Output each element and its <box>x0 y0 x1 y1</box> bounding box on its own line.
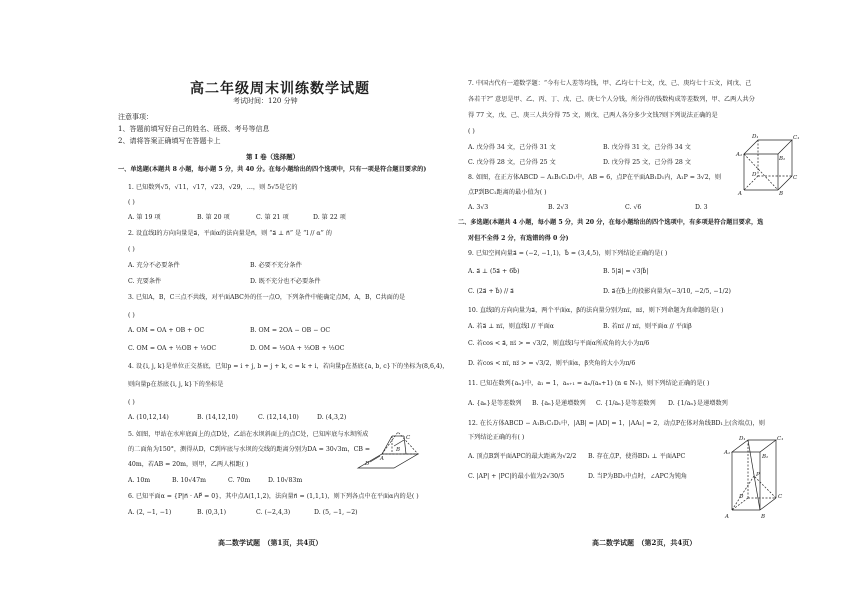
fig8-label-d1: D₁ <box>752 134 759 140</box>
fig12-label-p: P <box>756 472 760 478</box>
fig5-label-c: C <box>406 435 411 441</box>
question-7-stem-cont: 得 77 文，戊、己、庚三人共分得 75 文，则戊、己两人各分多少文钱?则下列说法正确的是 <box>468 112 718 119</box>
question-11-stem: 11. 已知在数列{aₙ}中，a₁ = 1，aₙ₊₁ = aₙ/(aₙ+1) (n ∈ N₊)，则下列结论正确的是( ) <box>468 380 710 387</box>
question-10-stem: 10. 直线l的方向向量为a⃗，两个平面α，β的法向量分别为n₁⃗，n₂⃗，则下列命题为真命题的是( ) <box>468 307 724 314</box>
question-8-option-c: C. √6 <box>625 204 642 211</box>
question-2-option-c: C. 充要条件 <box>128 278 162 285</box>
question-5-option-a: A. 10m <box>128 477 151 484</box>
question-11-option-b: B. {aₙ}是递增数列 <box>532 400 586 407</box>
question-12-stem: 12. 在长方体ABCD − A₁B₁C₁D₁中，|AB| = |AD| = 1，|AA₁| = 2，动点P在体对角线BD₁上(含端点)，则 <box>468 420 765 427</box>
question-2-option-d: D. 既不充分也不必要条件 <box>250 278 321 285</box>
question-8-option-b: B. 2√3 <box>548 204 569 211</box>
fig12-label-c1: C₁ <box>777 436 784 442</box>
question-6-stem: 6. 已知平面α = {P|n⃗ · AP⃗ = 0}，其中点A(1,1,2)，法向量n⃗ = (1,1,1)，则下列各点中在平面α内的是( ) <box>128 493 419 500</box>
question-12-option-b: B. 存在点P，使得BD₁ ⊥ 平面APC <box>588 453 686 460</box>
question-11-option-d: D. {1/aₙ}是递增数列 <box>668 400 728 407</box>
question-5-option-d: D. 10√83m <box>268 477 303 484</box>
fig5-label-b: B <box>396 447 401 453</box>
question-4-blank: ( ) <box>128 399 135 406</box>
question-9-stem: 9. 已知空间向量a⃗ = (−2, −1,1)，b⃗ = (3,4,5)，则下列结论正确的是( ) <box>468 250 668 257</box>
question-2-option-a: A. 充分不必要条件 <box>128 262 180 269</box>
section-title: 第 I 卷（选择题） <box>246 153 300 161</box>
question-5-stem-cont: 的二面角为150°，测得从D，C到库底与水坝的交线的距离分别为DA = 30√3m，CB = <box>128 446 371 453</box>
question-7-blank: ( ) <box>468 128 475 135</box>
notice-heading: 注意事项： <box>118 113 153 121</box>
page-footer: 高二数学试题 （第1页，共4页） <box>218 538 323 547</box>
notice-item: 1、答题前填写好自己的姓名、班级、考号等信息 <box>118 125 270 133</box>
question-5-option-b: B. 10√47m <box>172 477 207 484</box>
fig12-label-d1: D₁ <box>739 436 746 442</box>
fig8-label-b: B <box>779 191 784 197</box>
question-10-option-a: A. 若a⃗ ⊥ n₁⃗，则直线l // 平面α <box>468 323 554 330</box>
cube-figure <box>736 132 800 196</box>
fig12-label-c: C <box>778 494 783 500</box>
question-11-option-c: C. {1/aₙ}是等差数列 <box>596 400 656 407</box>
question-10-option-b: B. 若n₁⃗ // n₂⃗，则平面α // 平面β <box>603 323 692 330</box>
question-4-option-d: D. (4,3,2) <box>317 414 347 421</box>
question-3-blank: ( ) <box>128 312 135 319</box>
question-3-option-b: B. OM = 2OA − OB − OC <box>250 327 331 334</box>
question-7-stem: 7. 中国古代有一道数学题：“今有七人差等均钱，甲、乙均七十七文，戊、己、庚均七十五文，问戊、己 <box>468 80 752 87</box>
fig5-label-a: A <box>380 456 384 462</box>
part2-header: 二、多选题(本题共 4 小题，每小题 5 分，共 20 分，在每小题给出的四个选项中，有多项是符合题目要求，选 <box>458 219 764 226</box>
page-footer: 高二数学试题 （第2页，共4页） <box>592 538 697 547</box>
question-7-option-b: B. 戊分得 31 文，己分得 34 文 <box>603 144 691 151</box>
question-4-stem-cont: 则向量p在基底{i, j, k}下的坐标是 <box>128 381 224 388</box>
question-5-option-c: C. 70m <box>228 477 251 484</box>
question-10-option-c: C. 若cos < a⃗, n₁⃗ > = √3/2，则直线l与平面α所成角的大小为π/6 <box>468 340 650 347</box>
question-5-stem-cont: 40m，若AB = 20m，则甲，乙两人相距( ) <box>128 461 249 468</box>
exam-title: 高二年级周末训练数学试题 <box>190 81 370 97</box>
fig8-label-b1: B₁ <box>779 156 786 162</box>
prism-figure <box>724 436 788 520</box>
question-9-option-b: B. 5|a⃗| = √3|b⃗| <box>603 268 649 275</box>
question-8-option-d: D. 3 <box>695 204 708 211</box>
question-7-stem-cont: 各若干?” 意思是甲、乙、丙、丁、戊、己、庚七个人分钱，所分得的钱数构成等差数列，甲、乙两人共分 <box>468 96 755 103</box>
fig8-label-d: D <box>752 172 757 178</box>
question-10-option-d: D. 若cos < n₁⃗, n₂⃗ > = √3/2，则平面α，β夹角的大小为π/6 <box>468 360 636 367</box>
fig5-label-d: D <box>365 461 370 467</box>
notice-item: 2、请将答案正确填写在答题卡上 <box>118 137 221 145</box>
question-12-stem-cont: 下列结论正确的有( ) <box>468 434 525 441</box>
question-1-option-d: D. 第 22 项 <box>313 214 346 221</box>
question-12-option-d: D. 当P为BD₁中点时，∠APC为钝角 <box>588 473 688 480</box>
question-2-option-b: B. 必要不充分条件 <box>250 262 302 269</box>
fig12-label-b: B <box>761 514 766 520</box>
question-8-option-a: A. 3√3 <box>468 204 489 211</box>
question-4-stem: 4. 设{i, j, k}是单位正交基底，已知p = i + j, b = j + k, c = k + i，若向量p在基底{a, b, c}下的坐标为(8,6,4)， <box>128 363 449 370</box>
question-1-option-a: A. 第 19 项 <box>128 214 161 221</box>
question-3-stem: 3. 已知A，B，C三点不共线，对平面ABC外的任一点O，下列条件中能确定点M，A，B，C共面的是 <box>128 294 406 301</box>
question-1-blank: ( ) <box>128 199 135 206</box>
part2-header-cont: 对但不全得 2 分，有选错的得 0 分) <box>468 235 569 242</box>
question-12-option-c: C. |AP| + |PC|的最小值为2√30/5 <box>468 473 565 480</box>
question-3-option-a: A. OM = OA + OB + OC <box>128 327 205 334</box>
question-7-option-d: D. 戊分得 25 文，己分得 28 文 <box>603 159 691 166</box>
exam-time: 考试时间：120 分钟 <box>233 97 298 105</box>
question-8-stem-cont: 点P到BC₁距离的最小值为( ) <box>468 189 547 196</box>
question-1-option-c: C. 第 21 项 <box>256 214 289 221</box>
fig8-label-c1: C₁ <box>793 135 800 141</box>
question-6-option-d: D. (5, −1, −2) <box>314 509 358 516</box>
exam-page-2 <box>440 0 860 608</box>
fig12-label-d: D <box>739 494 744 500</box>
question-3-option-c: C. OM = OA + ½OB + ⅓OC <box>128 345 217 352</box>
fig8-label-c: C <box>793 175 798 181</box>
question-7-option-a: A. 戊分得 34 文，己分得 31 文 <box>468 144 556 151</box>
question-2-stem: 2. 设直线l的方向向量是a⃗，平面α的法向量是n⃗，则 “a⃗ ⊥ n⃗” 是 “l // α” 的 <box>128 230 332 237</box>
question-2-blank: ( ) <box>128 246 135 253</box>
question-6-option-b: B. (0,3,1) <box>197 509 227 516</box>
question-11-option-a: A. {aₙ}是等差数列 <box>468 400 522 407</box>
dihedral-figure <box>352 428 422 476</box>
question-1-stem: 1. 已知数列√5，√11，√17，√23，√29，…，则 5√5是它的 <box>128 184 298 191</box>
question-1-option-b: B. 第 20 项 <box>197 214 230 221</box>
part1-header: 一、单选题(本题共 8 小题，每小题 5 分，共 40 分。在每小题给出的四个选项中，只有一项是符合题目要求的) <box>118 166 427 173</box>
question-9-option-d: D. a⃗在b⃗上的投影向量为(−3/10, −2/5, −1/2) <box>603 288 731 295</box>
question-4-option-c: C. (12,14,10) <box>258 414 299 421</box>
question-9-option-c: C. (2a⃗ + b⃗) // a⃗ <box>468 288 514 295</box>
question-6-option-a: A. (2, −1, −1) <box>128 509 172 516</box>
fig12-label-a: A <box>725 514 729 520</box>
fig12-label-a1: A₁ <box>724 450 731 456</box>
question-5-stem: 5. 如图，甲站在水库底面上的点D处，乙站在水坝斜面上的点C处，已知库底与水坝所成 <box>128 431 369 438</box>
fig12-label-b1: B₁ <box>762 454 769 460</box>
question-7-option-c: C. 戊分得 28 文，己分得 25 文 <box>468 159 556 166</box>
question-4-option-b: B. (14,12,10) <box>197 414 238 421</box>
question-4-option-a: A. (10,12,14) <box>128 414 169 421</box>
fig8-label-a: A <box>738 191 742 197</box>
question-8-stem: 8. 如图，在正方体ABCD − A₁B₁C₁D₁中，AB = 6，点P在平面AB₁D₁内，A₁P = 3√2，则 <box>468 174 722 181</box>
question-3-option-d: D. OM = ⅓OA + ⅓OB + ⅓OC <box>250 345 345 352</box>
question-12-option-a: A. 顶点B到平面APC的最大距离为√2/2 <box>468 453 577 460</box>
fig8-label-a1: A₁ <box>736 152 743 158</box>
question-9-option-a: A. a⃗ ⊥ (5a⃗ + 6b⃗) <box>468 268 520 275</box>
question-6-option-c: C. (−2,4,3) <box>256 509 291 516</box>
